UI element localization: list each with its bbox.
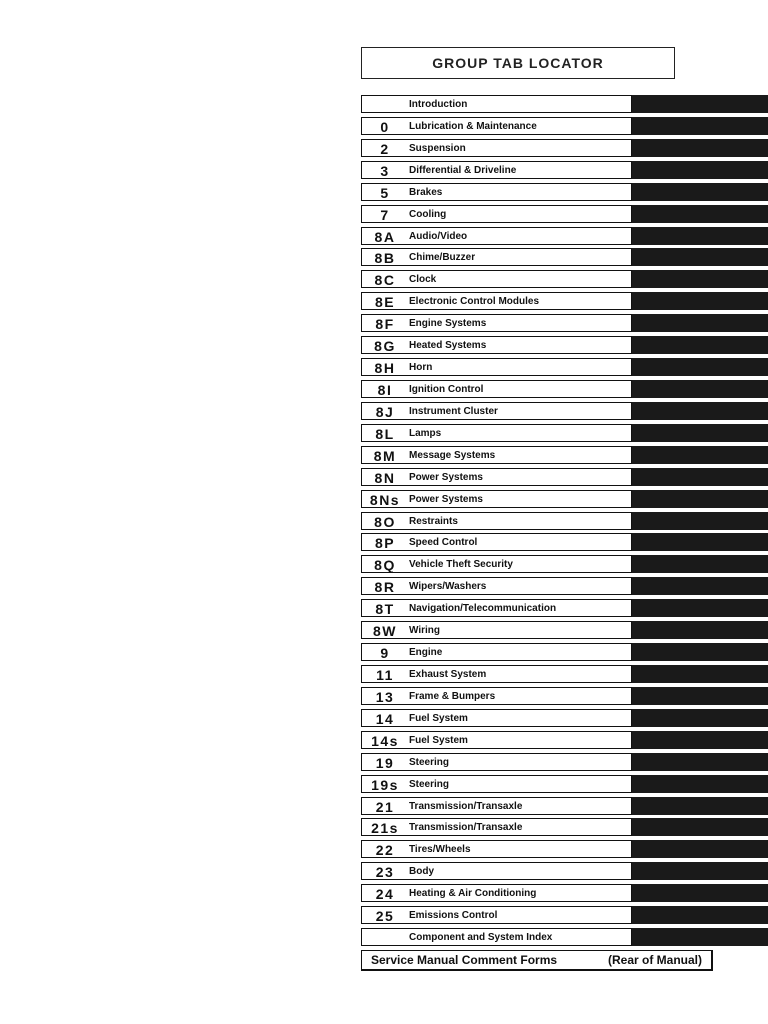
group-row[interactable]	[361, 292, 768, 310]
group-label: Navigation/Telecommunication	[409, 603, 557, 615]
group-cell[interactable]	[361, 621, 632, 639]
group-cell[interactable]	[361, 424, 632, 442]
group-number: 8T	[375, 601, 395, 618]
group-number: 24	[375, 886, 395, 903]
section-tab[interactable]	[632, 314, 768, 332]
group-label: Emissions Control	[409, 910, 498, 922]
group-row[interactable]	[361, 446, 768, 464]
group-number	[362, 929, 408, 947]
group-number: 0	[380, 118, 390, 135]
group-number: 14s	[371, 732, 399, 749]
group-label: Frame & Bumpers	[409, 690, 496, 702]
group-cell[interactable]	[361, 314, 632, 332]
group-cell[interactable]	[361, 731, 632, 749]
group-label: Component and System Index	[409, 932, 553, 944]
group-row[interactable]	[361, 577, 768, 595]
group-row[interactable]	[361, 336, 768, 354]
section-tab[interactable]	[632, 424, 768, 442]
group-number: 8I	[377, 381, 393, 398]
group-row[interactable]	[361, 468, 768, 486]
group-row[interactable]	[361, 599, 768, 617]
group-label: Fuel System	[409, 712, 468, 724]
group-cell[interactable]	[361, 533, 632, 551]
group-label: Cooling	[409, 208, 447, 220]
section-tab[interactable]	[632, 227, 768, 245]
group-number: 21	[375, 798, 395, 815]
group-tab-list	[361, 95, 768, 950]
section-tab[interactable]	[632, 183, 768, 201]
section-tab[interactable]	[632, 161, 768, 179]
group-number: 3	[380, 162, 390, 179]
group-row[interactable]	[361, 643, 768, 661]
group-row[interactable]	[361, 533, 768, 551]
group-label: Differential & Driveline	[409, 164, 517, 176]
group-row[interactable]	[361, 248, 768, 266]
group-number: 8C	[374, 272, 396, 289]
group-label: Vehicle Theft Security	[409, 559, 513, 571]
group-row[interactable]	[361, 183, 768, 201]
group-cell[interactable]	[361, 577, 632, 595]
group-row[interactable]	[361, 139, 768, 157]
section-tab[interactable]	[632, 402, 768, 420]
group-label: Exhaust System	[409, 668, 487, 680]
group-row[interactable]	[361, 270, 768, 288]
section-tab[interactable]	[632, 95, 768, 113]
section-tab[interactable]	[632, 117, 768, 135]
group-cell[interactable]	[361, 248, 632, 266]
section-tab[interactable]	[632, 468, 768, 486]
group-number: 21s	[371, 820, 399, 837]
group-cell[interactable]	[361, 292, 632, 310]
group-cell[interactable]	[361, 336, 632, 354]
group-label: Audio/Video	[409, 230, 468, 242]
group-cell[interactable]	[361, 402, 632, 420]
group-number: 7	[380, 206, 390, 223]
group-label: Instrument Cluster	[409, 405, 498, 417]
section-tab[interactable]	[632, 928, 768, 946]
group-row[interactable]	[361, 490, 768, 508]
group-cell[interactable]	[361, 753, 632, 771]
group-label: Wiring	[409, 625, 441, 637]
section-tab[interactable]	[632, 490, 768, 508]
section-tab[interactable]	[632, 577, 768, 595]
group-cell[interactable]	[361, 139, 632, 157]
group-row[interactable]	[361, 380, 768, 398]
group-label: Clock	[409, 274, 437, 286]
group-number: 8O	[374, 513, 396, 530]
section-tab[interactable]	[632, 446, 768, 464]
group-label: Horn	[409, 362, 433, 374]
group-label: Ignition Control	[409, 383, 484, 395]
section-tab[interactable]	[632, 709, 768, 727]
group-row[interactable]	[361, 314, 768, 332]
group-number: 23	[375, 864, 395, 881]
group-number: 13	[375, 688, 395, 705]
section-tab[interactable]	[632, 533, 768, 551]
section-tab[interactable]	[632, 205, 768, 223]
section-tab[interactable]	[632, 687, 768, 705]
group-cell[interactable]	[361, 270, 632, 288]
group-number: 8F	[375, 316, 395, 333]
group-cell[interactable]	[361, 906, 632, 924]
group-number: 8W	[373, 623, 397, 640]
comment-forms-row[interactable]	[361, 950, 713, 971]
group-number: 9	[380, 645, 390, 662]
group-label: Introduction	[409, 99, 468, 110]
group-cell[interactable]	[361, 643, 632, 661]
group-number: 8A	[374, 228, 396, 245]
section-tab[interactable]	[632, 270, 768, 288]
group-row[interactable]	[361, 205, 768, 223]
group-row[interactable]	[361, 161, 768, 179]
group-number: 8J	[375, 403, 395, 420]
section-tab[interactable]	[632, 512, 768, 530]
group-label: Engine	[409, 647, 443, 659]
section-tab[interactable]	[632, 292, 768, 310]
group-row[interactable]	[361, 95, 768, 113]
group-cell[interactable]	[361, 862, 632, 880]
group-row[interactable]	[361, 753, 768, 771]
group-number: 22	[375, 842, 395, 859]
group-number: 8G	[374, 338, 396, 355]
section-tab[interactable]	[632, 599, 768, 617]
group-number: 8Ns	[369, 491, 401, 508]
group-number: 14	[375, 710, 395, 727]
group-number: 8H	[374, 360, 396, 377]
group-row[interactable]	[361, 818, 768, 836]
group-row[interactable]	[361, 665, 768, 683]
group-cell[interactable]	[361, 490, 632, 508]
group-label: Speed Control	[409, 537, 478, 549]
group-cell[interactable]	[361, 687, 632, 705]
group-number: 19s	[371, 776, 399, 793]
group-row[interactable]	[361, 227, 768, 245]
group-cell[interactable]	[361, 818, 632, 836]
group-cell[interactable]	[361, 665, 632, 683]
group-label: Restraints	[409, 515, 458, 527]
group-number: 8R	[374, 579, 396, 596]
group-number: 25	[375, 908, 395, 925]
group-label: Steering	[409, 756, 450, 768]
group-label: Fuel System	[409, 734, 468, 746]
group-cell[interactable]	[361, 161, 632, 179]
group-row[interactable]	[361, 687, 768, 705]
group-number	[362, 96, 408, 114]
group-label: Message Systems	[409, 449, 496, 461]
group-row[interactable]	[361, 117, 768, 135]
group-number: 2	[380, 140, 390, 157]
group-cell[interactable]	[361, 205, 632, 223]
group-row[interactable]	[361, 555, 768, 573]
group-number: 8B	[374, 250, 396, 267]
group-number: 8L	[375, 425, 395, 442]
section-tab[interactable]	[632, 358, 768, 376]
group-row[interactable]	[361, 884, 768, 902]
group-cell[interactable]	[361, 446, 632, 464]
group-cell[interactable]	[361, 884, 632, 902]
section-tab[interactable]	[632, 731, 768, 749]
group-row[interactable]	[361, 775, 768, 793]
group-label: Heated Systems	[409, 340, 487, 352]
group-label: Transmission/Transaxle	[409, 800, 523, 812]
group-row[interactable]	[361, 906, 768, 924]
group-cell[interactable]	[361, 117, 632, 135]
group-cell[interactable]	[361, 928, 632, 946]
group-row[interactable]	[361, 512, 768, 530]
group-row[interactable]	[361, 731, 768, 749]
group-cell[interactable]	[361, 358, 632, 376]
section-tab[interactable]	[632, 139, 768, 157]
group-number: 8Q	[374, 557, 396, 574]
group-label: Lubrication & Maintenance	[409, 120, 537, 132]
group-number: 5	[380, 184, 390, 201]
section-tab[interactable]	[632, 643, 768, 661]
group-label: Power Systems	[409, 471, 483, 483]
group-row[interactable]	[361, 424, 768, 442]
group-label: Chime/Buzzer	[409, 252, 476, 264]
section-tab[interactable]	[632, 884, 768, 902]
group-label: Tires/Wheels	[409, 844, 471, 856]
section-tab[interactable]	[632, 665, 768, 683]
group-cell[interactable]	[361, 775, 632, 793]
group-cell[interactable]	[361, 599, 632, 617]
group-row[interactable]	[361, 621, 768, 639]
group-cell[interactable]	[361, 95, 632, 113]
section-tab[interactable]	[632, 862, 768, 880]
section-tab[interactable]	[632, 336, 768, 354]
group-row[interactable]	[361, 358, 768, 376]
group-cell[interactable]	[361, 227, 632, 245]
group-label: Heating & Air Conditioning	[409, 888, 537, 900]
group-label: Wipers/Washers	[409, 581, 487, 593]
group-label: Engine Systems	[409, 318, 487, 330]
group-row[interactable]	[361, 797, 768, 815]
group-label: Power Systems	[409, 493, 483, 505]
group-number: 8M	[373, 447, 397, 464]
group-number: 8N	[374, 469, 396, 486]
page-title-box	[361, 47, 675, 79]
group-label: Body	[409, 866, 434, 878]
group-row[interactable]	[361, 840, 768, 858]
group-label: Transmission/Transaxle	[409, 822, 523, 834]
section-tab[interactable]	[632, 380, 768, 398]
section-tab[interactable]	[632, 555, 768, 573]
group-row[interactable]	[361, 928, 768, 946]
group-cell[interactable]	[361, 512, 632, 530]
page-title: GROUP TAB LOCATOR	[432, 55, 604, 71]
group-label: Electronic Control Modules	[409, 296, 540, 308]
section-tab[interactable]	[632, 840, 768, 858]
group-label: Suspension	[409, 142, 466, 154]
group-cell[interactable]	[361, 709, 632, 727]
section-tab[interactable]	[632, 621, 768, 639]
group-row[interactable]	[361, 402, 768, 420]
group-cell[interactable]	[361, 380, 632, 398]
group-label: Steering	[409, 778, 450, 790]
section-tab[interactable]	[632, 797, 768, 815]
group-cell[interactable]	[361, 797, 632, 815]
group-cell[interactable]	[361, 468, 632, 486]
group-row[interactable]	[361, 709, 768, 727]
section-tab[interactable]	[632, 753, 768, 771]
group-number: 11	[376, 666, 394, 683]
section-tab[interactable]	[632, 248, 768, 266]
group-cell[interactable]	[361, 183, 632, 201]
group-number: 19	[375, 754, 395, 771]
group-cell[interactable]	[361, 840, 632, 858]
comment-forms-location: (Rear of Manual)	[607, 953, 702, 967]
section-tab[interactable]	[632, 906, 768, 924]
group-cell[interactable]	[361, 555, 632, 573]
group-label: Brakes	[409, 186, 443, 198]
group-row[interactable]	[361, 862, 768, 880]
group-number: 8E	[374, 294, 396, 311]
comment-forms-label: Service Manual Comment Forms	[371, 953, 558, 967]
group-label: Lamps	[409, 427, 442, 439]
section-tab[interactable]	[632, 818, 768, 836]
section-tab[interactable]	[632, 775, 768, 793]
group-number: 8P	[374, 535, 396, 552]
